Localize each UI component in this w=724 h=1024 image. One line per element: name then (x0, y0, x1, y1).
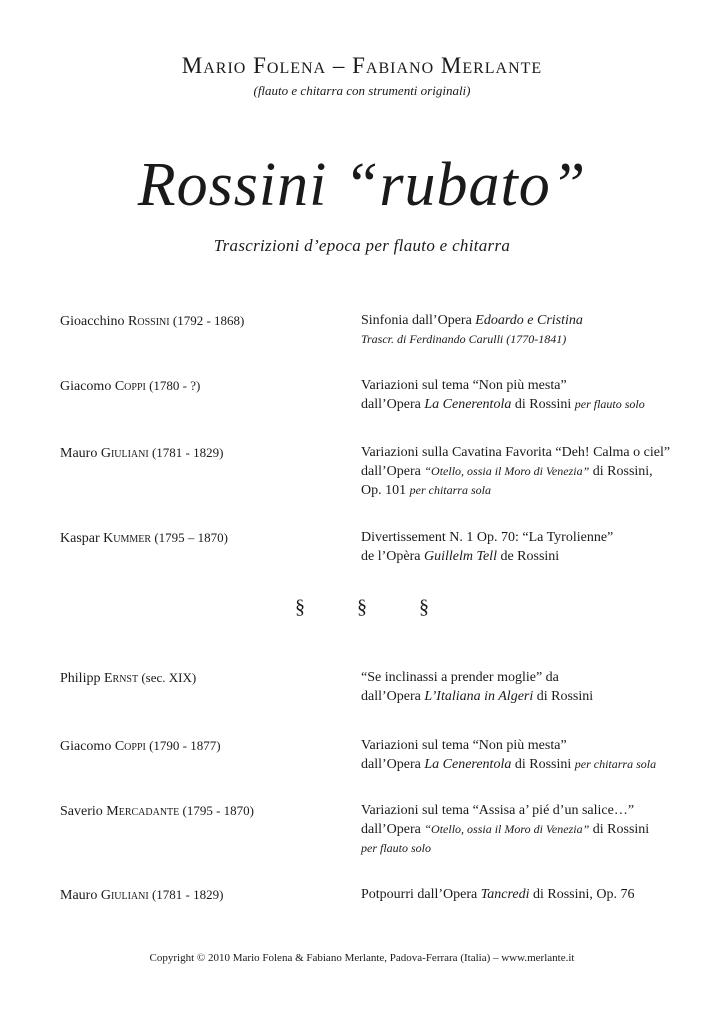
program-tagline: Trascrizioni d’epoca per flauto e chitarra (213, 236, 511, 255)
performers-heading: Mario Folena – Fabiano Merlante (181, 53, 543, 78)
composer-coppi: Giacomo Coppi (1790 - 1877) (60, 738, 221, 754)
instruments-subtitle: (flauto e chitarra con strumenti originali) (253, 83, 471, 98)
work-sinfonia-edoardo: Sinfonia dall’Opera Edoardo e Cristina Trascr. di Ferdinando Carulli (1770-1841) (361, 313, 583, 346)
work-potpourri-tancredi: Potpourri dall’Opera Tancredi di Rossini, Op. 76 (361, 887, 635, 902)
composer-giuliani: Mauro Giuliani (1781 - 1829) (60, 887, 224, 903)
composer-coppi: Giacomo Coppi (1780 - ?) (60, 378, 201, 394)
section-divider (0, 596, 724, 619)
work-variazioni-non-piu-mesta-flauto: Variazioni sul tema “Non più mesta” dall’Opera La Cenerentola di Rossini per flauto solo (361, 378, 645, 412)
composer-giuliani: Mauro Giuliani (1781 - 1829) (60, 445, 224, 461)
work-variazioni-calma-o-ciel: Variazioni sulla Cavatina Favorita “Deh! Calma o ciel” dall’Opera “Otello, ossia il Moro di Venezia” di Rossini, Op. 101 per chitarra sola (361, 445, 671, 498)
section-mark: § (295, 596, 305, 618)
composer-kummer: Kaspar Kummer (1795 – 1870) (60, 530, 228, 546)
composer-mercadante: Saverio Mercadante (1795 - 1870) (60, 803, 255, 819)
section-mark: § (357, 596, 367, 618)
work-variazioni-non-piu-mesta-chitarra: Variazioni sul tema “Non più mesta” dall’Opera La Cenerentola di Rossini per chitarra sola (361, 738, 657, 772)
composer-ernst: Philipp Ernst (sec. XIX) (60, 670, 197, 686)
composer-rossini: Gioacchino Rossini (1792 - 1868) (60, 313, 245, 329)
work-se-inclinassi: “Se inclinassi a prender moglie” da dall’Opera L’Italiana in Algeri di Rossini (361, 670, 594, 704)
copyright-footer: Copyright © 2010 Mario Folena & Fabiano Merlante, Padova-Ferrara (Italia) – www.merlante.it (149, 952, 575, 964)
section-mark: § (419, 596, 429, 618)
work-divertissement-tyrolienne: Divertissement N. 1 Op. 70: “La Tyrolienne” de l’Opèra Guillelm Tell de Rossini (361, 530, 614, 564)
work-variazioni-assisa: Variazioni sul tema “Assisa a’ pié d’un salice…” dall’Opera “Otello, ossia il Moro di Venezia” di Rossini per flauto solo (361, 803, 650, 855)
program-title: Rossini “rubato” (137, 151, 587, 219)
